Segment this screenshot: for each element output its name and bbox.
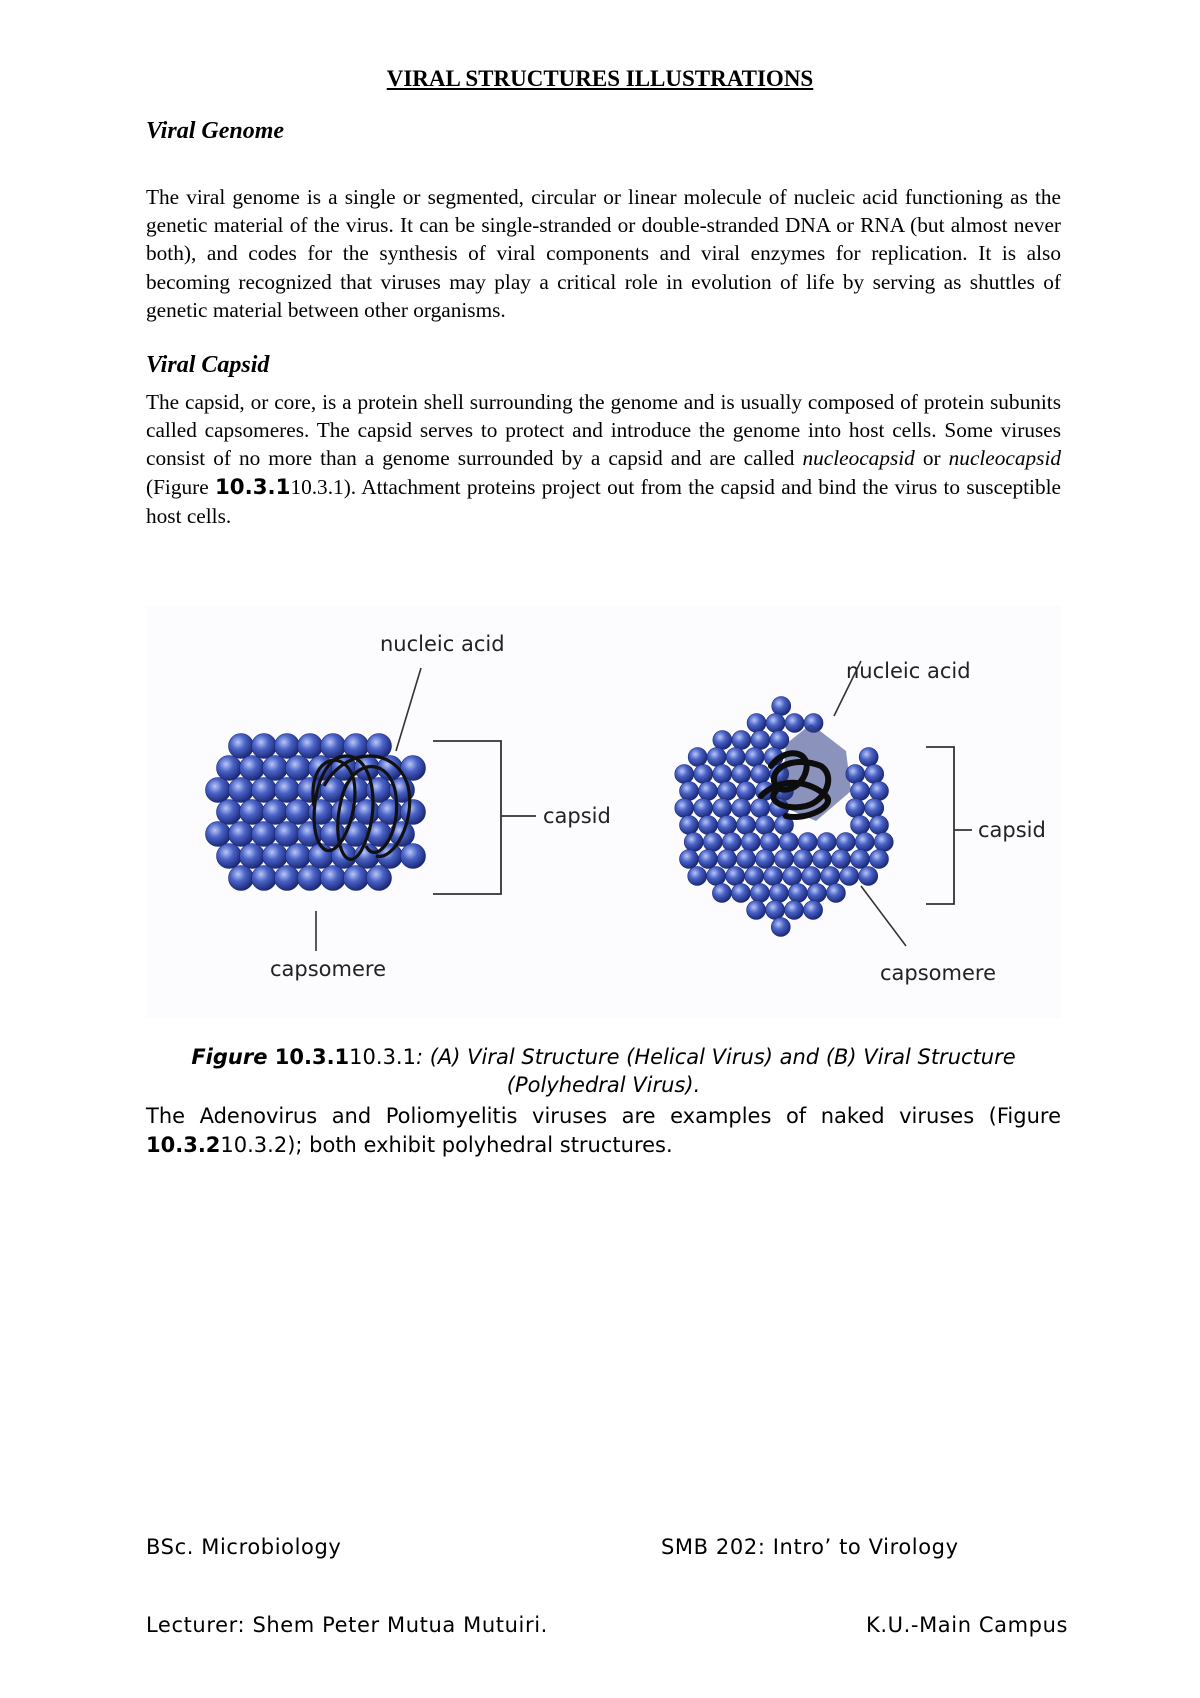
capsomere-sphere	[855, 833, 874, 852]
capsomere-sphere	[817, 833, 836, 852]
capsomere-sphere	[252, 866, 277, 891]
capsomere-sphere	[206, 778, 231, 803]
capsomere-sphere	[722, 833, 741, 852]
capsomere-sphere	[756, 850, 775, 869]
capsomere-sphere	[851, 850, 870, 869]
capsomere-sphere	[821, 867, 840, 886]
capsomere-sphere	[275, 734, 300, 759]
naked-text-1: The Adenovirus and Poliomyelitis viruses are examples of naked viruses (Figure	[146, 1104, 1061, 1128]
capsomere-sphere	[737, 850, 756, 869]
capsomere-sphere	[252, 822, 277, 847]
capsomere-sphere	[229, 822, 254, 847]
capsomere-sphere	[769, 884, 788, 903]
capsomere-sphere	[756, 816, 775, 835]
capsomere-sphere	[680, 782, 699, 801]
capsomere-sphere	[750, 884, 769, 903]
capsomere-sphere	[731, 884, 750, 903]
caption-text: : (A) Viral Structure (Helical Virus) and (B) Viral Structure (Polyhedral Virus).	[415, 1045, 1016, 1097]
footer-course: SMB 202: Intro’ to Virology	[661, 1535, 959, 1559]
capsomere-sphere	[751, 799, 770, 818]
capsomere-sphere	[826, 884, 845, 903]
capsomere-sphere	[688, 748, 707, 767]
capsomere-sphere	[802, 867, 821, 886]
capsomere-sphere	[713, 731, 732, 750]
capsomere-sphere	[836, 833, 855, 852]
capsomere-sphere	[229, 778, 254, 803]
capsomere-sphere	[707, 867, 726, 886]
capsomere-sphere	[772, 697, 791, 716]
capsomere-sphere	[675, 799, 694, 818]
caption-number-bold: 10.3.1	[274, 1045, 350, 1069]
capsid-text-1: The capsid, or core, is a protein shell surrounding the genome and is usually composed of protein subunits called capsomeres. The capsid serves to protect and introduce the genome into host cells. Some viruses consist of no more than a genome surrounded by a capsid and are called	[146, 390, 1061, 471]
capsomere-sphere	[675, 765, 694, 784]
capsomere-sphere	[813, 850, 832, 869]
capsomere-sphere	[699, 850, 718, 869]
figure-caption	[146, 1043, 1061, 1099]
capsomere-sphere	[286, 800, 311, 825]
document-title: VIRAL STRUCTURES ILLUSTRATIONS	[386, 66, 814, 91]
capsomere-sphere	[745, 867, 764, 886]
capsomere-sphere	[726, 748, 745, 767]
capsomere-sphere	[747, 901, 766, 920]
capsomere-sphere	[732, 765, 751, 784]
capsomere-sphere	[804, 901, 823, 920]
caption-prefix: Figure	[191, 1045, 275, 1069]
viral-structure-figure	[146, 606, 1061, 1018]
capsomere-sphere	[252, 778, 277, 803]
capsomere-sphere	[798, 833, 817, 852]
footer-lecturer: Lecturer: Shem Peter Mutua Mutuiri.	[146, 1613, 548, 1637]
capsomere-sphere	[367, 866, 392, 891]
term-nucleocapsid-alt: nucleocapsid	[948, 446, 1062, 471]
capsomere-sphere	[751, 765, 770, 784]
capsomere-sphere	[401, 800, 426, 825]
capsomere-sphere	[760, 833, 779, 852]
capsomere-sphere	[712, 884, 731, 903]
capsomere-sphere	[747, 714, 766, 733]
caption-number-plain: 10.3.1	[349, 1045, 416, 1069]
capsomere-sphere	[865, 799, 884, 818]
naked-figure-ref-bold: 10.3.2	[146, 1133, 221, 1157]
capsomere-sphere	[275, 822, 300, 847]
viral-capsid-paragraph	[146, 388, 1061, 530]
right-label-capsid: capsid	[978, 818, 1046, 842]
capsomere-sphere	[737, 816, 756, 835]
capsomere-sphere	[263, 844, 288, 869]
capsomere-sphere	[807, 884, 826, 903]
capsomere-sphere	[764, 867, 783, 886]
capsomere-sphere	[684, 833, 703, 852]
capsomere-sphere	[785, 901, 804, 920]
capsomere-sphere	[865, 765, 884, 784]
capsomere-sphere	[766, 714, 785, 733]
capsomere-sphere	[378, 800, 403, 825]
capsomere-sphere	[699, 816, 718, 835]
capsomere-sphere	[688, 867, 707, 886]
capsomere-sphere	[785, 714, 804, 733]
capsomere-sphere	[286, 844, 311, 869]
capsomere-sphere	[321, 866, 346, 891]
right-label-nucleic-acid: nucleic acid	[846, 659, 971, 683]
capsomere-sphere	[275, 866, 300, 891]
capsomere-sphere	[832, 850, 851, 869]
capsomere-sphere	[783, 867, 802, 886]
naked-figure-ref-plain: 10.3.2	[220, 1133, 288, 1157]
capsomere-sphere	[217, 844, 242, 869]
capsomere-sphere	[726, 867, 745, 886]
capsomere-sphere	[699, 782, 718, 801]
capsomere-sphere	[794, 850, 813, 869]
footer-program: BSc. Microbiology	[146, 1535, 342, 1559]
capsomere-sphere	[718, 850, 737, 869]
capsomere-sphere	[859, 748, 878, 767]
capsomere-sphere	[707, 748, 726, 767]
capsomere-sphere	[846, 799, 865, 818]
capsomere-sphere	[401, 844, 426, 869]
capsomere-sphere	[229, 866, 254, 891]
viral-genome-paragraph: The viral genome is a single or segmented, circular or linear molecule of nucleic acid functioning as the genetic material of the virus. It can be single-stranded or double-stranded DNA or RNA (but almost never both), and codes for the synthesis of viral components and viral enzymes for replication. It is also becoming recognized that viruses may play a critical role in evolution of life by serving as shuttles of genetic material between other organisms.	[146, 185, 1061, 322]
naked-text-2: ); both exhibit polyhedral structures.	[287, 1133, 673, 1157]
capsomere-sphere	[766, 901, 785, 920]
capsomere-sphere	[732, 799, 751, 818]
term-nucleocapsid: nucleocapsid	[802, 446, 915, 471]
capsomere-sphere	[286, 756, 311, 781]
left-label-capsid: capsid	[543, 804, 611, 828]
left-label-nucleic-acid: nucleic acid	[380, 632, 505, 656]
capsomere-sphere	[680, 816, 699, 835]
capsomere-sphere	[718, 816, 737, 835]
capsomere-sphere	[718, 782, 737, 801]
capsomere-sphere	[737, 782, 756, 801]
capsomere-sphere	[229, 734, 254, 759]
capsomere-sphere	[275, 778, 300, 803]
capsomere-sphere	[217, 800, 242, 825]
capsomere-sphere	[870, 782, 889, 801]
figure-ref-bold: 10.3.1	[214, 474, 291, 500]
capsomere-sphere	[263, 800, 288, 825]
capsomere-sphere	[771, 918, 790, 937]
capsomere-sphere	[240, 756, 265, 781]
capsomere-sphere	[206, 822, 231, 847]
capsomere-sphere	[694, 765, 713, 784]
capsomere-sphere	[713, 799, 732, 818]
capsid-text-3: (Figure	[146, 474, 215, 499]
capsomere-sphere	[851, 782, 870, 801]
capsomere-sphere	[355, 800, 380, 825]
figure-ref-plain: 10.3.1	[290, 474, 344, 499]
left-label-capsomere: capsomere	[270, 957, 387, 981]
capsomere-sphere	[788, 884, 807, 903]
capsomere-sphere	[263, 756, 288, 781]
capsid-text-2: or	[914, 446, 949, 471]
capsomere-sphere	[859, 867, 878, 886]
capsomere-sphere	[240, 844, 265, 869]
capsid-text-4: ). Attachment proteins project out from the capsid and bind the virus to susceptible host cells.	[146, 474, 1061, 528]
capsomere-sphere	[703, 833, 722, 852]
capsomere-sphere	[240, 800, 265, 825]
capsomere-sphere	[751, 731, 770, 750]
capsomere-sphere	[713, 765, 732, 784]
capsomere-sphere	[874, 833, 893, 852]
naked-viruses-paragraph	[146, 1102, 1061, 1160]
capsomere-sphere	[298, 734, 323, 759]
capsomere-sphere	[851, 816, 870, 835]
capsomere-sphere	[321, 734, 346, 759]
capsomere-sphere	[217, 756, 242, 781]
capsomere-sphere	[732, 731, 751, 750]
capsomere-sphere	[298, 866, 323, 891]
capsomere-sphere	[779, 833, 798, 852]
capsomere-sphere	[694, 799, 713, 818]
section-heading-viral-genome: Viral Genome	[146, 118, 285, 144]
capsomere-sphere	[252, 734, 277, 759]
capsomere-sphere	[840, 867, 859, 886]
capsomere-sphere	[870, 850, 889, 869]
right-label-capsomere: capsomere	[880, 961, 997, 985]
capsomere-sphere	[775, 850, 794, 869]
footer-campus: K.U.-Main Campus	[866, 1613, 1069, 1637]
capsomere-sphere	[741, 833, 760, 852]
capsomere-sphere	[745, 748, 764, 767]
capsomere-sphere	[344, 866, 369, 891]
capsomere-sphere	[680, 850, 699, 869]
capsomere-sphere	[870, 816, 889, 835]
section-heading-viral-capsid: Viral Capsid	[146, 352, 270, 378]
